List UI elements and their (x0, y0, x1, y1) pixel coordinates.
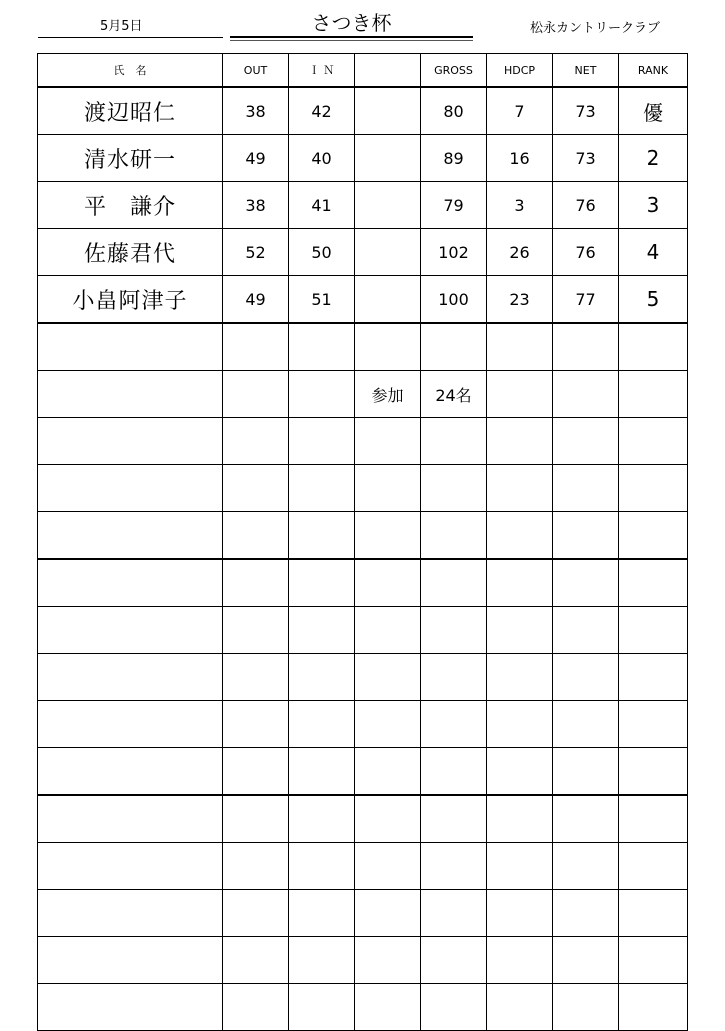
in-score: 42 (289, 87, 355, 135)
blank-cell (355, 229, 421, 276)
table-row (38, 182, 688, 229)
empty-row (38, 654, 688, 701)
col-header-hdcp: HDCP (487, 54, 553, 88)
participation-count: 24名 (421, 371, 487, 418)
gross-score: 100 (421, 276, 487, 324)
net-score: 76 (553, 182, 619, 229)
in-score: 50 (289, 229, 355, 276)
empty-row (38, 701, 688, 748)
hdcp-score: 7 (487, 87, 553, 135)
event-title: さつき杯 (311, 11, 392, 35)
blank-cell (355, 276, 421, 324)
blank-cell (355, 87, 421, 135)
hdcp-score: 3 (487, 182, 553, 229)
net-score: 73 (553, 135, 619, 182)
net-score: 76 (553, 229, 619, 276)
empty-row (38, 512, 688, 560)
table-row (38, 229, 688, 276)
player-name: 清水研一 (38, 135, 223, 182)
col-header-net: NET (553, 54, 619, 88)
col-header-rank: RANK (619, 54, 688, 88)
gross-score: 80 (421, 87, 487, 135)
rank-value: 4 (619, 229, 688, 276)
table-row (38, 135, 688, 182)
player-name: 小畠阿津子 (38, 276, 223, 324)
title-underline-second (230, 40, 473, 41)
player-name: 佐藤君代 (38, 229, 223, 276)
header-row (38, 54, 688, 88)
empty-row (38, 465, 688, 512)
gross-score: 79 (421, 182, 487, 229)
empty-row (38, 607, 688, 654)
empty-row (38, 748, 688, 796)
title-underline (230, 36, 473, 38)
empty-row (38, 559, 688, 607)
in-score: 51 (289, 276, 355, 324)
empty-row (38, 323, 688, 371)
gross-score: 102 (421, 229, 487, 276)
participation-label: 参加 (355, 371, 421, 418)
col-header-in: Ｉ Ｎ (289, 54, 355, 88)
table-row (38, 87, 688, 135)
player-name: 渡辺昭仁 (38, 87, 223, 135)
net-score: 73 (553, 87, 619, 135)
out-score: 38 (223, 87, 289, 135)
out-score: 49 (223, 276, 289, 324)
table-row (38, 276, 688, 324)
score-table (37, 53, 688, 1031)
out-score: 38 (223, 182, 289, 229)
col-header-gross: GROSS (421, 54, 487, 88)
rank-value: 5 (619, 276, 688, 324)
participation-row (38, 371, 688, 418)
player-name: 平 謙介 (38, 182, 223, 229)
empty-row (38, 937, 688, 984)
blank-cell (355, 182, 421, 229)
col-header-name: 氏 名 (38, 54, 223, 88)
empty-row (38, 984, 688, 1031)
club-name: 松永カントリークラブ (529, 21, 660, 36)
empty-row (38, 795, 688, 843)
net-score: 77 (553, 276, 619, 324)
out-score: 52 (223, 229, 289, 276)
blank-cell (355, 135, 421, 182)
out-score: 49 (223, 135, 289, 182)
hdcp-score: 16 (487, 135, 553, 182)
empty-row (38, 890, 688, 937)
col-header-out: OUT (223, 54, 289, 88)
rank-value: 優 (619, 87, 688, 135)
in-score: 41 (289, 182, 355, 229)
col-header-blank (355, 54, 421, 88)
in-score: 40 (289, 135, 355, 182)
hdcp-score: 23 (487, 276, 553, 324)
hdcp-score: 26 (487, 229, 553, 276)
rank-value: 2 (619, 135, 688, 182)
empty-row (38, 418, 688, 465)
gross-score: 89 (421, 135, 487, 182)
event-date: 5月5日 (38, 16, 223, 38)
empty-row (38, 843, 688, 890)
rank-value: 3 (619, 182, 688, 229)
